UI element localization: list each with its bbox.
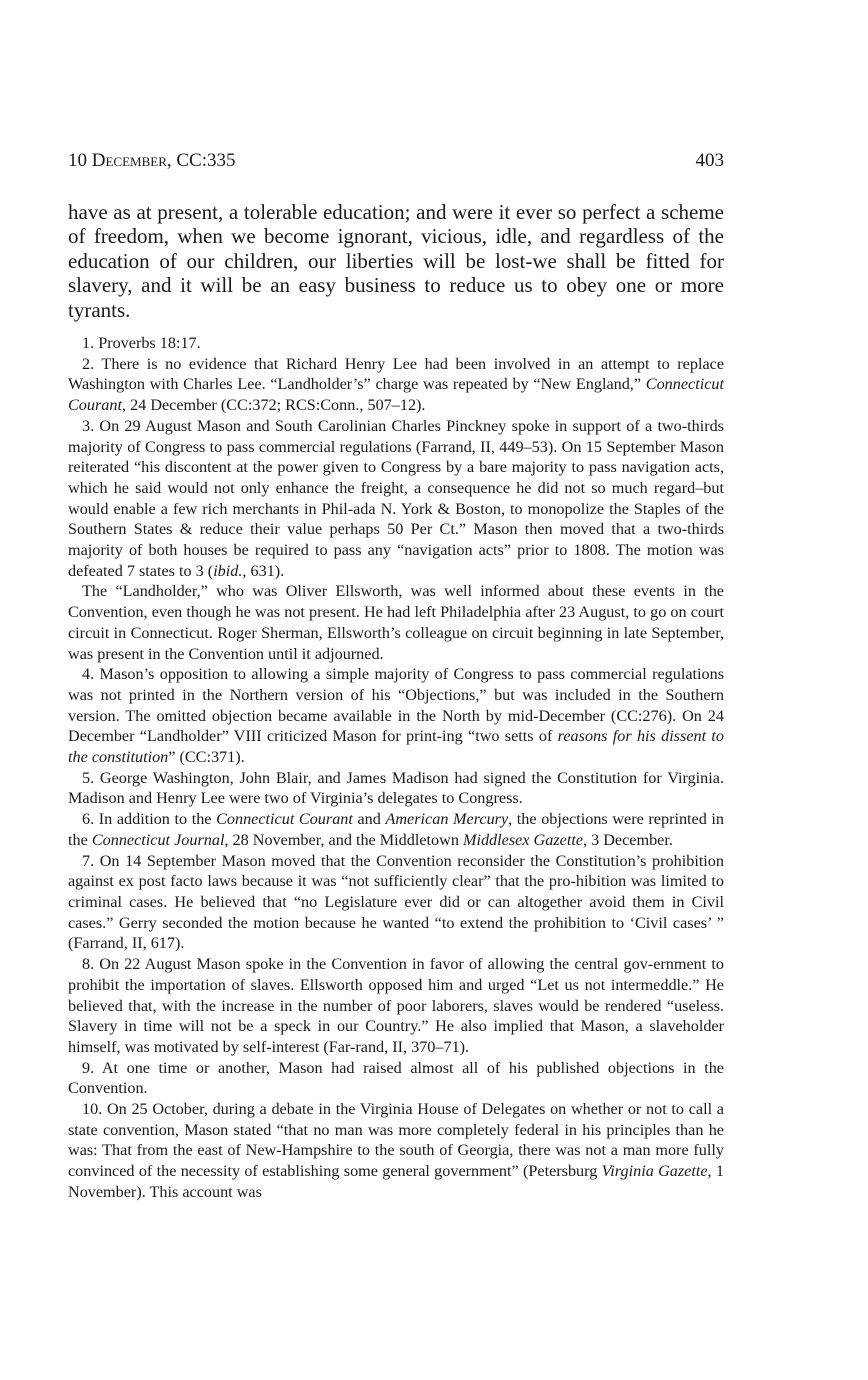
body-paragraph: have as at present, a tolerable education; and were it ever so perfect a scheme of freedom, when we become ignorant, vicious, idle, and regardless of the education of our children, our liberties will be lost-we shall be fitted for slavery, and it will be an easy business to reduce us to obey one or more tyrants. [68,200,724,322]
document-code: , CC:335 [166,150,236,171]
footnote-10: 10. On 25 October, during a debate in the Virginia House of Delegates on whether or not to call a state convention, Mason stated “that no man was more completely federal in his principles than he was: That from the east of New-Hampshire to the south of Georgia, there was not a man more fully convinced of the necessity of establishing some general government” (Petersburg Virginia Gazette, 1 November). This account was [68,1100,724,1201]
footnote-3-continued: The “Landholder,” who was Oliver Ellsworth, was well informed about these events in the Convention, even though he was not present. He had left Philadelphia after 23 August, to go on court circuit in Connecticut. Roger Sherman, Ellsworth’s colleague on circuit beginning in late September, was present in the Convention until it adjourned. [68,582,724,663]
date-day: 10 [68,150,87,171]
running-head-title [68,150,236,172]
footnote-3: 3. On 29 August Mason and South Carolinian Charles Pinckney spoke in support of a two-thirds majority of Congress to pass commercial regulations (Farrand, II, 449–53). On 15 September Mason reiterated “his discontent at the power given to Congress by a bare majority to pass navigation acts, which he said would not only enhance the freight, a consequence he did not so much regard–but would enable a few rich merchants in Phil-ada N. York & Boston, to monopolize the Staples of the Southern States & reduce their value perhaps 50 Per Ct.” Mason then moved that a two-thirds majority of both houses be required to pass any “navigation acts” prior to 1808. The motion was defeated 7 states to 3 (ibid., 631). [68,416,724,580]
page-number: 403 [695,150,724,171]
footnotes [68,333,724,1203]
footnote-7: 7. On 14 September Mason moved that the Convention reconsider the Constitution’s prohibition against ex post facto laws because it was “not sufficiently clear” that the pro-hibition was limited to criminal cases. He believed that “no Legislature ever did or can altogether avoid them in Civil cases.” Gerry seconded the motion because he wanted “to extend the prohibition to ‘Civil cases’ ” (Farrand, II, 617). [68,851,724,953]
footnote-2: 2. There is no evidence that Richard Henry Lee had been involved in an attempt to replace Washington with Charles Lee. “Landholder’s” charge was repeated by “New England,” Connecticut Courant, 24 December (CC:372; RCS:Conn., 507–12). [68,354,724,415]
footnote-4: 4. Mason’s opposition to allowing a simple majority of Congress to pass commercial regulations was not printed in the Northern version of his “Objections,” but was included in the Southern version. The omitted objection became available in the North by mid-December (CC:276). On 24 December “Landholder” VIII criticized Mason for print-ing “two setts of reasons for his dissent to the constitution” (CC:371). [68,665,725,767]
footnote-8: 8. On 22 August Mason spoke in the Convention in favor of allowing the central gov-ernment to prohibit the importation of slaves. Ellsworth opposed him and urged “Let us not intermeddle.” He believed that, with the increase in the number of poor laborers, slaves would be rendered “useless. Slavery in time will not be a speck in our Country.” He also implied that Mason, a slaveholder himself, was motivated by self-interest (Far-rand, II, 370–71). [68,955,724,1056]
date-month: December [91,150,167,171]
footnote-6: 6. In addition to the Connecticut Courant and American Mercury, the objections were reprinted in the Connecticut Journal, 28 November, and the Middletown Middlesex Gazette, 3 December. [68,810,725,849]
footnote-1: 1. Proverbs 18:17. [82,334,201,352]
footnote-5: 5. George Washington, John Blair, and James Madison had signed the Constitution for Virginia. Madison and Henry Lee were two of Virginia’s delegates to Congress. [68,768,724,808]
footnote-9: 9. At one time or another, Mason had raised almost all of his published objections in the Convention. [68,1058,724,1098]
running-header [68,150,724,178]
